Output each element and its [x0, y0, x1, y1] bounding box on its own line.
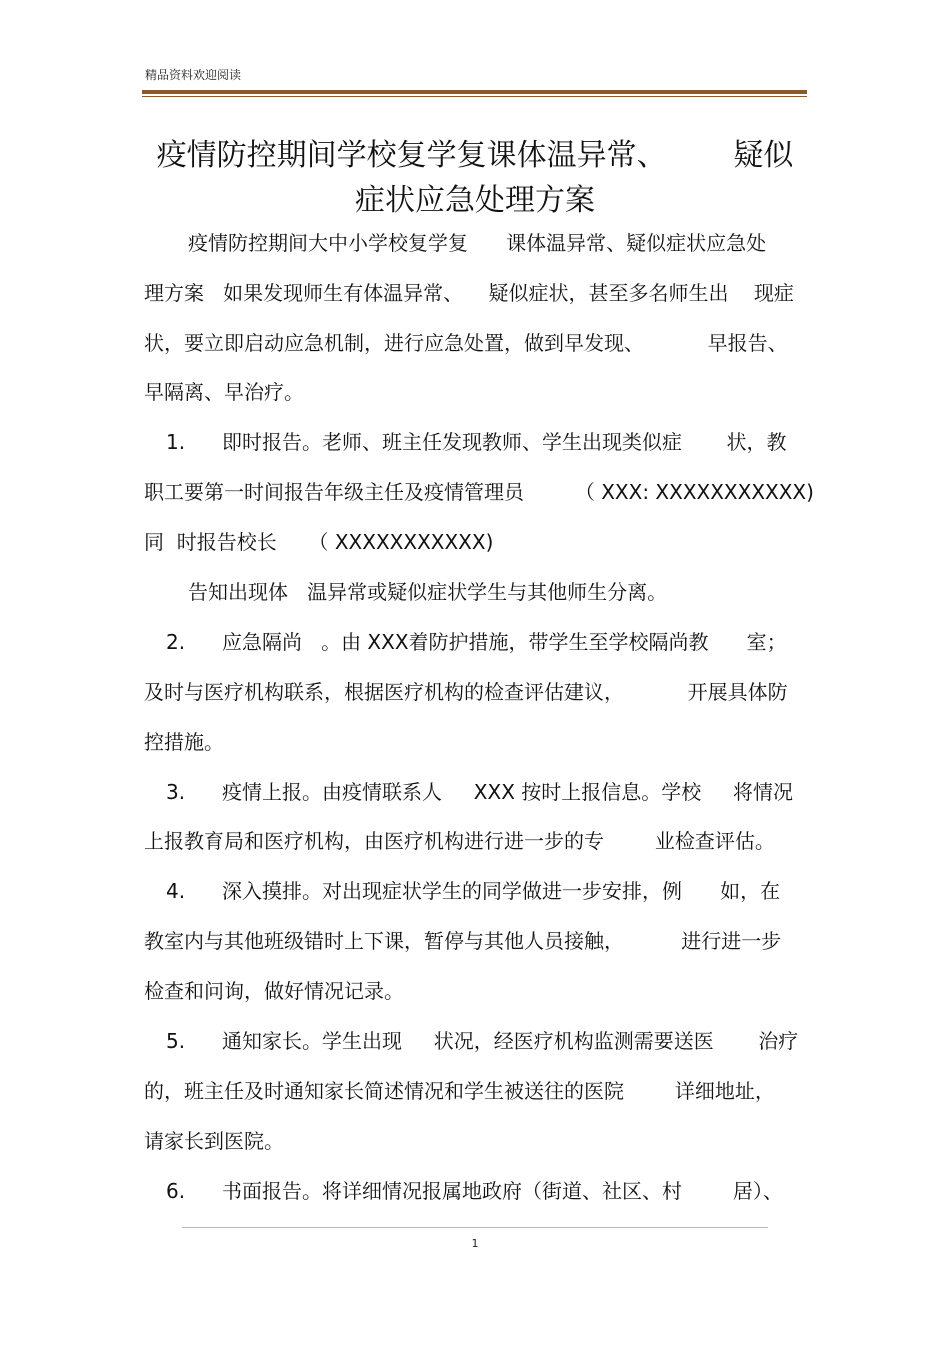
item-3-number: 3. — [166, 780, 186, 804]
item-5-line-1: 通知家长。学生出现 状况，经医疗机构监测需要送医 治疗 — [222, 1029, 799, 1053]
item-1-line-4: 告知出现体 温异常或疑似症状学生与其他师生分离。 — [188, 580, 668, 604]
item-2-number: 2. — [166, 630, 186, 654]
header-rule-thick — [142, 90, 807, 94]
item-5-line-3: 请家长到医院。 — [144, 1129, 284, 1153]
document-title-line-2: 症状应急处理方案 — [355, 183, 595, 218]
item-1-line-2: 职工要第一时间报告年级主任及疫情管理员 （ XXX: XXXXXXXXXXX) — [144, 480, 814, 504]
item-1-line-3: 同 时报告校长 （ XXXXXXXXXXX) — [144, 530, 494, 554]
item-3-line-2: 上报教育局和医疗机构，由医疗机构进行进一步的专 业检查评估。 — [144, 829, 775, 853]
item-1-number: 1. — [166, 430, 186, 454]
header-text: 精品资料欢迎阅读 — [145, 68, 242, 82]
item-5-line-2: 的，班主任及时通知家长简述情况和学生被送往的医院 详细地址， — [144, 1079, 775, 1103]
intro-line-4: 早隔离、早治疗。 — [144, 380, 304, 404]
item-6-line-1: 书面报告。将详细情况报属地政府（街道、社区、村 居）、 — [222, 1179, 783, 1203]
item-4-number: 4. — [166, 879, 186, 903]
item-2-line-3: 控措施。 — [144, 730, 224, 754]
item-2-line-1: 应急隔尚 。由 XXX着防护措施，带学生至学校隔尚教 室； — [222, 630, 787, 654]
item-4-line-3: 检查和问询，做好情况记录。 — [144, 979, 404, 1003]
item-5-number: 5. — [166, 1029, 186, 1053]
item-4-line-1: 深入摸排。对出现症状学生的同学做进一步安排，例 如，在 — [222, 879, 781, 903]
intro-line-2: 理方案 如果发现师生有体温异常、 疑似症状，甚至多名师生出 现症 — [144, 281, 794, 305]
item-6-number: 6. — [166, 1179, 186, 1203]
item-1-line-1: 即时报告。老师、班主任发现教师、学生出现类似症 状，教 — [222, 430, 787, 454]
intro-line-1: 疫情防控期间大中小学校复学复 课体温异常、疑似症状应急处 — [188, 231, 767, 255]
item-3-line-1: 疫情上报。由疫情联系人 XXX 按时上报信息。学校 将情况 — [222, 780, 794, 804]
item-2-line-2: 及时与医疗机构联系，根据医疗机构的检查评估建议， 开展具体防 — [144, 680, 788, 704]
item-4-line-2: 教室内与其他班级错时上下课，暂停与其他人员接触， 进行进一步 — [144, 929, 782, 953]
intro-line-3: 状，要立即启动应急机制，进行应急处置，做到早发现、 早报告、 — [144, 331, 788, 355]
footer-rule — [182, 1227, 768, 1228]
header-rule-thin — [142, 96, 807, 97]
document-title-line-1: 疫情防控期间学校复学复课体温异常、 疑似 — [156, 138, 794, 173]
page-number: 1 — [471, 1237, 479, 1250]
